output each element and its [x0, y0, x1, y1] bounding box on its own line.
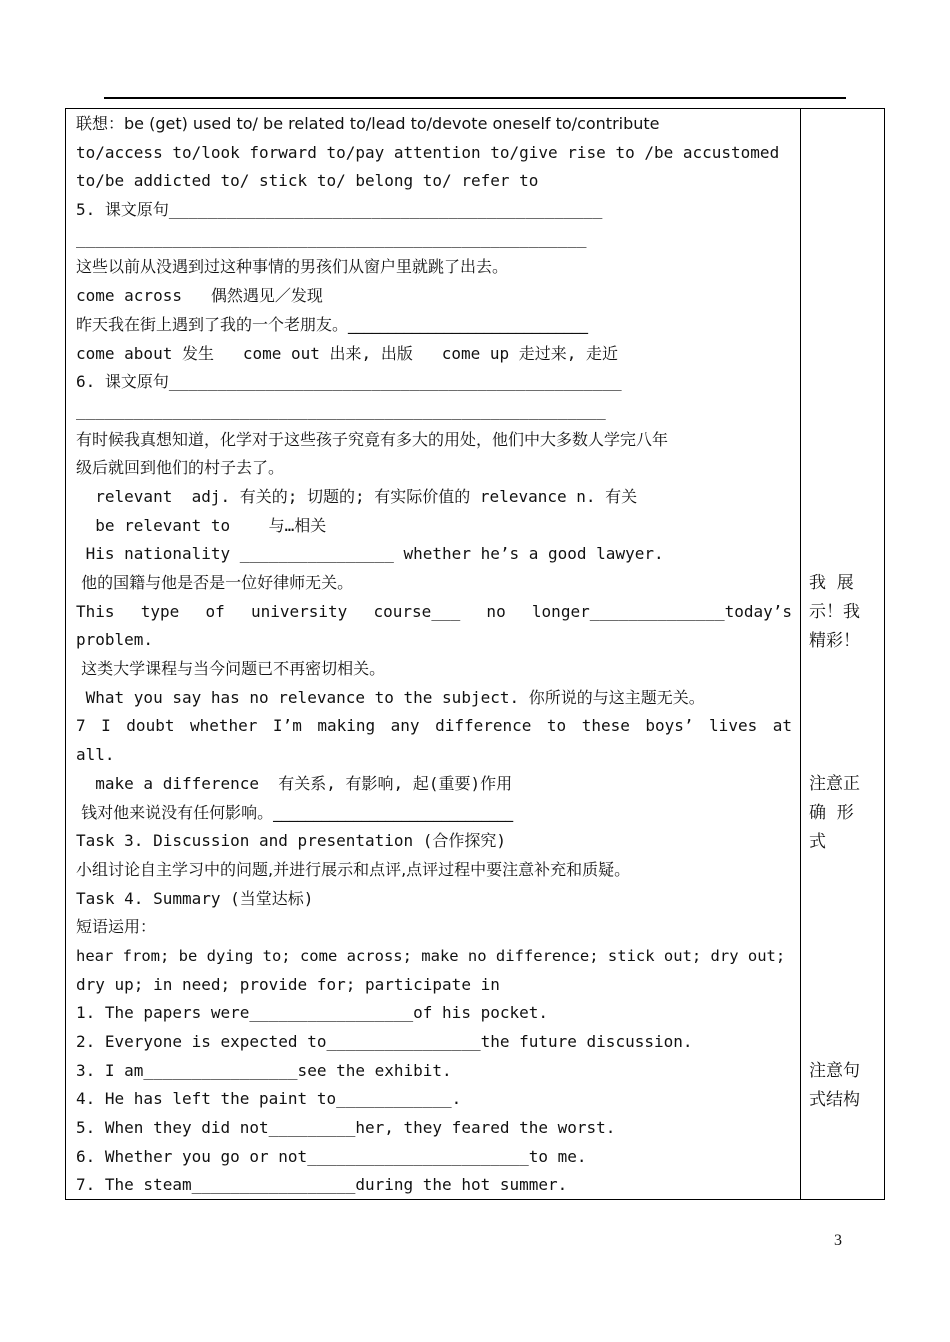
main-column	[76, 110, 792, 1200]
header-rule	[104, 97, 846, 99]
text-line: 这类大学课程与当今问题已不再密切相关。	[76, 659, 386, 679]
text-line: 4. He has left the paint to____________.	[76, 1089, 462, 1109]
text-line: hear from; be dying to; come across; make no difference; stick out; dry out;	[76, 946, 786, 965]
text-line: 1. The papers were_________________of his pocket.	[76, 1003, 549, 1023]
page-number: 3	[834, 1232, 842, 1249]
text-line: This type of university course___ no longer______________today’s	[76, 601, 792, 621]
text-line: 6. 课文原句_______________________________________________	[76, 372, 622, 392]
text-line: 钱对他来说没有任何影响。______________________________	[76, 802, 514, 822]
text-line: 昨天我在街上遇到了我的一个老朋友。______________________________	[76, 314, 589, 334]
text-line: 联想：be (get) used to/ be related to/lead to/devote oneself to/contribute	[76, 114, 660, 133]
text-line: to/be addicted to/ stick to/ belong to/ refer to	[76, 171, 539, 191]
text-line: Task 4. Summary (当堂达标)	[76, 888, 314, 908]
text-line: 6. Whether you go or not_______________________to me.	[76, 1146, 587, 1166]
text-line: His nationality ________________ whether he’s a good lawyer.	[76, 544, 664, 564]
text-line: come across 偶然遇见／发现	[76, 286, 323, 306]
text-line: 2. Everyone is expected to________________the future discussion.	[76, 1032, 693, 1051]
side-note-structure: 注意句 式结构	[809, 1061, 860, 1110]
text-line: relevant adj. 有关的; 切题的; 有实际价值的 relevance n. 有关	[76, 486, 638, 506]
text-line: come about 发生 come out 出来, 出版 come up 走过来, 走近	[76, 343, 619, 363]
text-line: 7. The steam_________________during the hot summer.	[76, 1175, 568, 1195]
text-line: 3. I am________________see the exhibit.	[76, 1060, 452, 1080]
text-line: 短语运用：	[76, 917, 157, 937]
text-line: 7 I doubt whether I’m making any difference to these boys’ lives at	[76, 716, 792, 736]
text-line: to/access to/look forward to/pay attention to/give rise to /be accustomed	[76, 142, 780, 162]
text-line: 这些以前从没遇到过这种事情的男孩们从窗户里就跳了出去。	[76, 257, 509, 277]
text-line: 5. 课文原句_____________________________________________	[76, 200, 603, 220]
text-line: 5. When they did not_________her, they feared the worst.	[76, 1118, 616, 1138]
text-line: What you say has no relevance to the subject. 你所说的与这主题无关。	[76, 687, 705, 707]
text-line: problem.	[76, 630, 154, 650]
text-line: 级后就回到他们的村子去了。	[76, 458, 285, 478]
side-note-form: 注意正 确 形 式	[809, 774, 860, 852]
text-line: dry up; in need; provide for; participate in	[76, 974, 500, 994]
text-line: 有时候我真想知道，化学对于这些孩子究竟有多大的用处，他们中大多数人学完八年	[76, 429, 669, 449]
text-line: _____________________________________________________	[76, 228, 587, 248]
text-line: Task 3. Discussion and presentation (合作探究)	[76, 831, 507, 851]
side-note-showcase: 我 展 示！我 精彩！	[809, 573, 860, 651]
text-line: be relevant to 与…相关	[76, 515, 327, 535]
text-line: 他的国籍与他是否是一位好律师无关。	[76, 573, 354, 592]
text-line: 小组讨论自主学习中的问题,并进行展示和点评,点评过程中要注意补充和质疑。	[76, 859, 631, 879]
text-line: _______________________________________________________	[76, 400, 606, 420]
column-divider	[800, 108, 801, 1200]
text-line: all.	[76, 745, 115, 765]
text-line: make a difference 有关系, 有影响, 起(重要)作用	[76, 773, 513, 793]
